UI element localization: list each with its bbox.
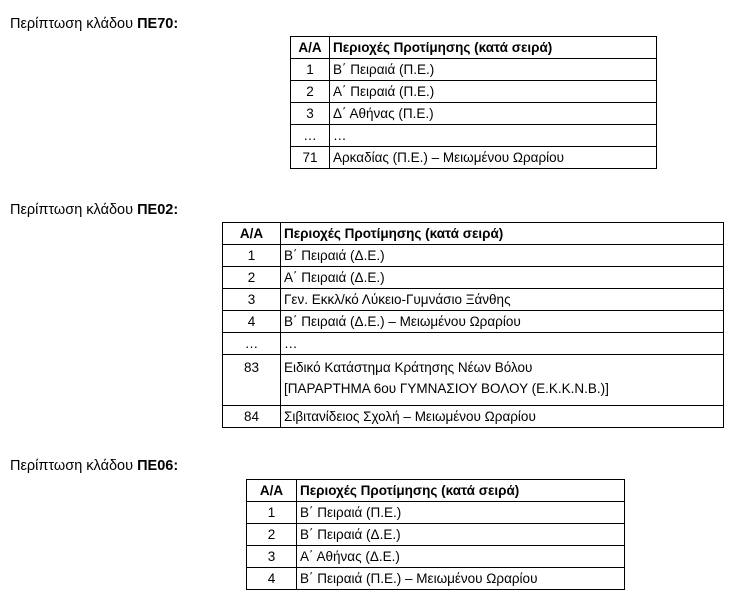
row-aa: … bbox=[291, 125, 330, 147]
row-preference-multiline bbox=[281, 355, 724, 406]
row-preference: Α΄ Πειραιά (Π.Ε.) bbox=[330, 81, 657, 103]
section-heading-prefix: Περίπτωση κλάδου bbox=[10, 16, 138, 32]
row-preference: Α΄ Αθήνας (Δ.Ε.) bbox=[297, 546, 625, 568]
row-aa: 1 bbox=[223, 245, 281, 267]
section-heading-pe70 bbox=[10, 16, 178, 32]
row-preference: Β΄ Πειραιά (Π.Ε.) – Μειωμένου Ωραρίου bbox=[297, 568, 625, 590]
row-aa: 84 bbox=[223, 406, 281, 428]
row-aa: 4 bbox=[223, 311, 281, 333]
table-row bbox=[247, 524, 625, 546]
row-preference: Β΄ Πειραιά (Δ.Ε.) bbox=[281, 245, 724, 267]
preferences-table-pe70 bbox=[290, 36, 657, 169]
table-row bbox=[247, 546, 625, 568]
row-preference: Β΄ Πειραιά (Π.Ε.) bbox=[297, 502, 625, 524]
row-aa: 1 bbox=[291, 59, 330, 81]
row-aa: 4 bbox=[247, 568, 297, 590]
row-aa: 71 bbox=[291, 147, 330, 169]
row-aa: 2 bbox=[247, 524, 297, 546]
preferences-table-pe02 bbox=[222, 222, 724, 428]
row-preference: … bbox=[330, 125, 657, 147]
row-preference: … bbox=[281, 333, 724, 355]
row-aa: 3 bbox=[223, 289, 281, 311]
header-aa: Α/Α bbox=[291, 37, 330, 59]
table-row bbox=[223, 311, 724, 333]
section-heading-code: ΠΕ70: bbox=[137, 16, 179, 32]
table-row bbox=[223, 267, 724, 289]
header-preferences: Περιοχές Προτίμησης (κατά σειρά) bbox=[281, 223, 724, 245]
header-preferences: Περιοχές Προτίμησης (κατά σειρά) bbox=[330, 37, 657, 59]
section-heading-code: ΠΕ02: bbox=[137, 202, 179, 218]
row-aa: 2 bbox=[291, 81, 330, 103]
row-preference-line2: [ΠΑΡΑΡΤΗΜΑ 6ου ΓΥΜΝΑΣΙΟΥ ΒΟΛΟΥ (Ε.Κ.Κ.Ν.Β.)] bbox=[284, 381, 609, 396]
table-row bbox=[223, 289, 724, 311]
section-heading-code: ΠΕ06: bbox=[137, 458, 179, 474]
row-preference: Γεν. Εκκλ/κό Λύκειο-Γυμνάσιο Ξάνθης bbox=[281, 289, 724, 311]
row-aa: 3 bbox=[247, 546, 297, 568]
table-row bbox=[291, 147, 657, 169]
table-row bbox=[291, 81, 657, 103]
section-heading-pe06 bbox=[10, 458, 178, 474]
row-preference: Αρκαδίας (Π.Ε.) – Μειωμένου Ωραρίου bbox=[330, 147, 657, 169]
table-header-row bbox=[223, 223, 724, 245]
section-heading-prefix: Περίπτωση κλάδου bbox=[10, 202, 138, 218]
row-preference: Σιβιτανίδειος Σχολή – Μειωμένου Ωραρίου bbox=[281, 406, 724, 428]
table-row bbox=[247, 568, 625, 590]
section-heading-pe02 bbox=[10, 202, 178, 218]
row-preference: Δ΄ Αθήνας (Π.Ε.) bbox=[330, 103, 657, 125]
section-heading-prefix: Περίπτωση κλάδου bbox=[10, 458, 138, 474]
table-row bbox=[223, 333, 724, 355]
table-row bbox=[223, 245, 724, 267]
row-preference: Β΄ Πειραιά (Π.Ε.) bbox=[330, 59, 657, 81]
table-row bbox=[247, 502, 625, 524]
row-preference: Α΄ Πειραιά (Δ.Ε.) bbox=[281, 267, 724, 289]
header-aa: Α/Α bbox=[223, 223, 281, 245]
table-row bbox=[291, 125, 657, 147]
preferences-table-pe06 bbox=[246, 479, 625, 590]
row-preference: Β΄ Πειραιά (Δ.Ε.) bbox=[297, 524, 625, 546]
table-row bbox=[223, 406, 724, 428]
table-row bbox=[291, 103, 657, 125]
row-aa: … bbox=[223, 333, 281, 355]
row-preference: Β΄ Πειραιά (Δ.Ε.) – Μειωμένου Ωραρίου bbox=[281, 311, 724, 333]
row-preference-line1: Ειδικό Κατάστημα Κράτησης Νέων Βόλου bbox=[284, 360, 533, 375]
table-header-row bbox=[291, 37, 657, 59]
header-preferences: Περιοχές Προτίμησης (κατά σειρά) bbox=[297, 480, 625, 502]
table-row bbox=[291, 59, 657, 81]
row-aa: 2 bbox=[223, 267, 281, 289]
table-row bbox=[223, 355, 724, 406]
row-aa: 3 bbox=[291, 103, 330, 125]
header-aa: Α/Α bbox=[247, 480, 297, 502]
row-aa: 1 bbox=[247, 502, 297, 524]
row-aa: 83 bbox=[223, 355, 281, 406]
table-header-row bbox=[247, 480, 625, 502]
